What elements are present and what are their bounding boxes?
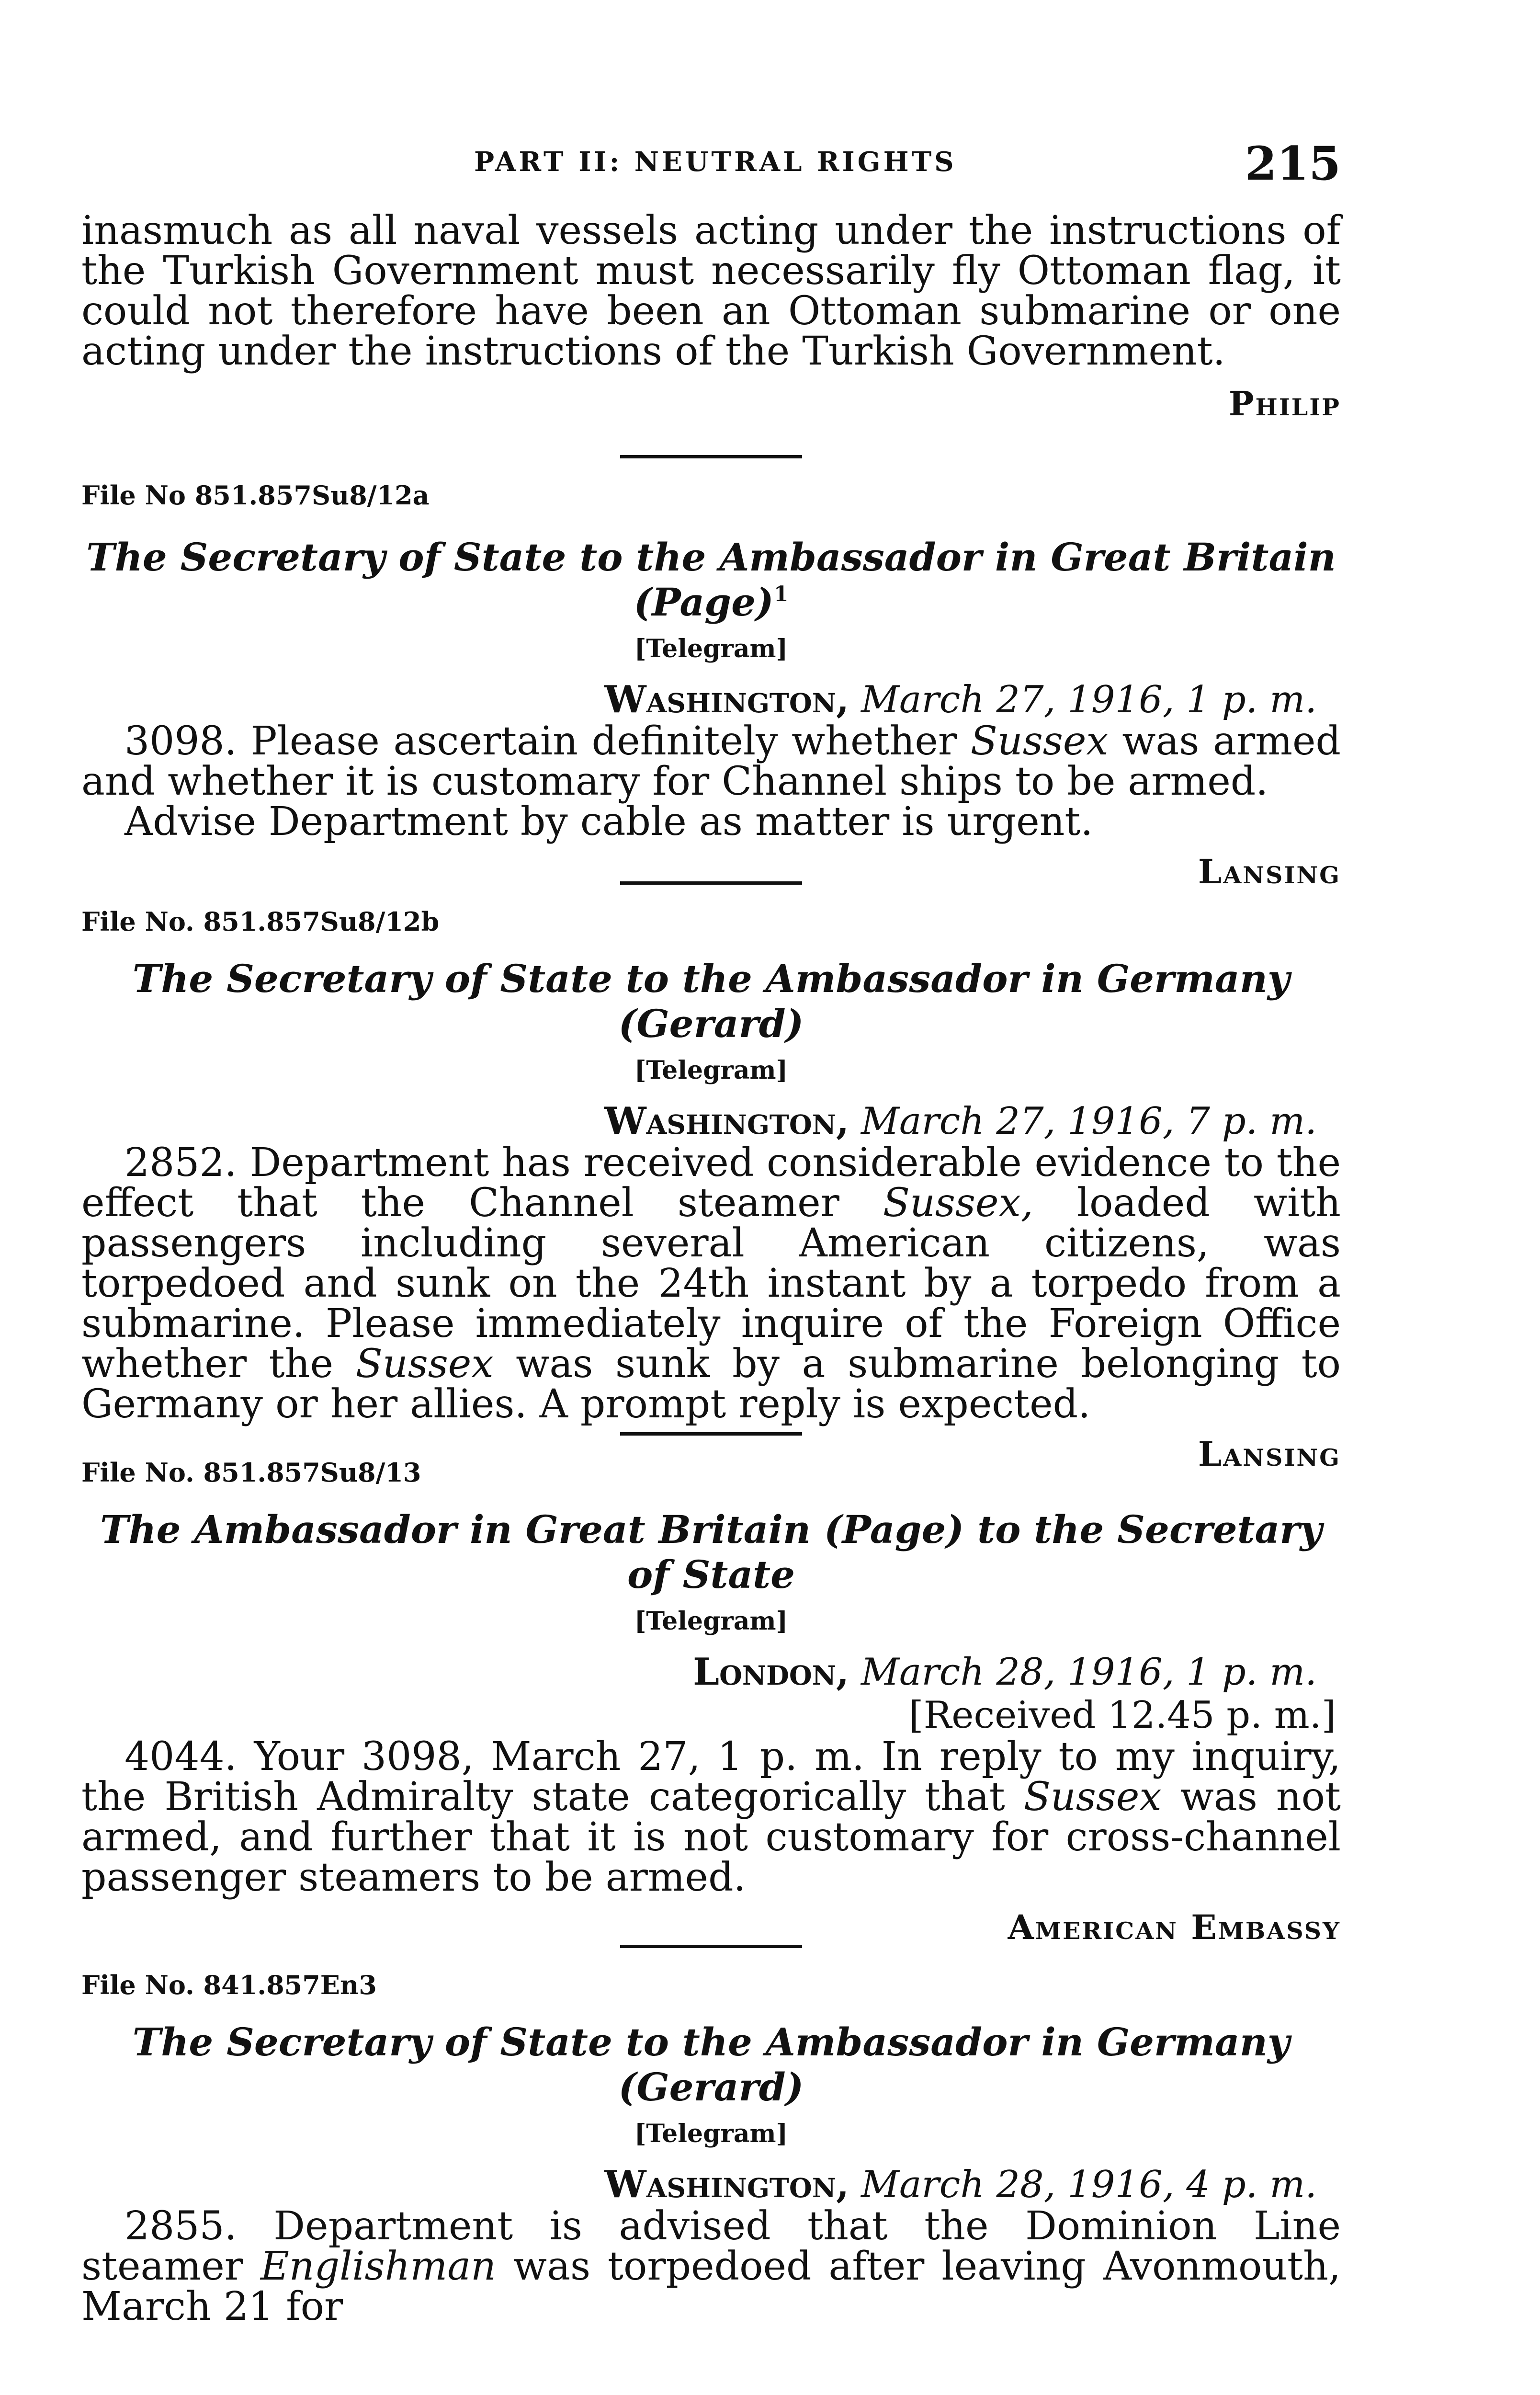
paragraph — [81, 1140, 1341, 1427]
section-divider — [620, 881, 802, 885]
paragraph-text: Department has received considerable evidence to the effect that the Channel steamer — [81, 1140, 1341, 1226]
dateline-date: March 28, 1916, 1 p. m. — [861, 1651, 1317, 1694]
paragraph-text: Department is advised that the Dominion Line steamer — [81, 2203, 1341, 2289]
document-title: The Secretary of State to the Ambassador in Germany (Gerard) — [132, 2019, 1290, 2110]
dateline-place: Washington, — [604, 678, 849, 721]
footnote-reference: 1 — [773, 582, 789, 606]
file-number: File No. 851.857Su8/13 — [81, 1457, 421, 1488]
paragraph-text: was sunk by a submarine belonging to Germany or her allies. A prompt reply is expected. — [81, 1341, 1341, 1427]
ship-name: Sussex — [1023, 1774, 1162, 1820]
dateline-date: March 28, 1916, 4 p. m. — [861, 2163, 1317, 2206]
section-divider — [620, 1945, 802, 1948]
telegram-label: [Telegram] — [634, 634, 788, 663]
telegram-label: [Telegram] — [634, 1607, 788, 1636]
continuation-block — [81, 208, 1341, 423]
dateline — [81, 1650, 1341, 1694]
running-head: PART II: NEUTRAL RIGHTS — [474, 146, 957, 178]
paragraph-text: Please ascertain definitely whether — [250, 718, 957, 764]
received-time: [Received 12.45 p. m.] — [909, 1694, 1336, 1737]
dateline-place: Washington, — [604, 2163, 849, 2206]
dateline — [81, 678, 1341, 721]
ship-name: Englishman — [260, 2244, 496, 2289]
section-divider — [620, 455, 802, 458]
document-title: The Ambassador in Great Britain (Page) to the Secretary of State — [100, 1507, 1323, 1597]
dateline — [81, 2163, 1341, 2206]
paragraph — [81, 718, 1341, 804]
document-2 — [81, 881, 1341, 1474]
paragraph — [81, 2203, 1341, 2329]
paragraph-text: Your 3098, March 27, 1 p. m. In reply to my inquiry, the British Admiralty state categorically that — [81, 1734, 1341, 1820]
paragraph-number: 2855. — [125, 2203, 237, 2249]
signature-philip: Philip — [1228, 384, 1341, 423]
telegram-label: [Telegram] — [634, 2119, 788, 2148]
ship-name: Sussex — [355, 1341, 494, 1387]
signature-american-embassy: American Embassy — [1008, 1907, 1341, 1947]
dateline — [81, 1099, 1341, 1143]
paragraph-text: was not armed, and further that it is not customary for cross-channel passenger steamers to be armed. — [81, 1774, 1341, 1900]
continuation-text: inasmuch as all naval vessels acting under the instructions of the Turkish Government must necessarily fly Ottoman flag, it could not therefore have been an Ottoman submarine or one acting under the instructions of the Turkish Government. — [81, 208, 1341, 374]
dateline-date: March 27, 1916, 7 p. m. — [861, 1100, 1317, 1143]
signature-lansing: Lansing — [1198, 852, 1341, 891]
paragraph-number: 4044. — [125, 1734, 237, 1779]
document-title: The Secretary of State to the Ambassador in Germany (Gerard) — [132, 956, 1290, 1046]
section-divider — [620, 1432, 802, 1436]
document-1 — [81, 455, 1341, 891]
document-4 — [81, 1945, 1341, 2327]
dateline-place: Washington, — [604, 1099, 849, 1143]
paragraph-text: was torpedoed after leaving Avonmouth, March 21 for — [81, 2244, 1341, 2329]
document-title — [81, 535, 1341, 625]
file-number: File No. 841.857En3 — [81, 1970, 377, 2000]
signature-lansing: Lansing — [1198, 1434, 1341, 1474]
dateline-place: London, — [693, 1650, 849, 1694]
paragraph-text: loaded with passengers including several American citizens, was torpedoed and sunk on the 24th instant by a torpedo from a submarine. Please immediately inquire of the Foreign Office whether the — [81, 1180, 1341, 1387]
paragraph — [81, 1734, 1341, 1900]
document-title-text: The Secretary of State to the Ambassador in Great Britain (Page) — [86, 535, 1336, 625]
ship-name: Sussex, — [883, 1180, 1033, 1226]
paragraph-text: was armed and whether it is customary for Channel ships to be armed. — [81, 718, 1341, 804]
telegram-label: [Telegram] — [634, 1056, 788, 1085]
paragraph-number: 3098. — [125, 718, 237, 764]
file-number: File No. 851.857Su8/12b — [81, 906, 440, 937]
page-number: 215 — [1245, 137, 1341, 191]
page-header — [81, 137, 1341, 194]
dateline-date: March 27, 1916, 1 p. m. — [861, 678, 1317, 721]
paragraph: Advise Department by cable as matter is urgent. — [125, 799, 1093, 844]
paragraph-number: 2852. — [125, 1140, 237, 1186]
file-number: File No 851.857Su8/12a — [81, 480, 430, 511]
ship-name: Sussex — [970, 718, 1109, 764]
document-3 — [81, 1432, 1341, 1947]
